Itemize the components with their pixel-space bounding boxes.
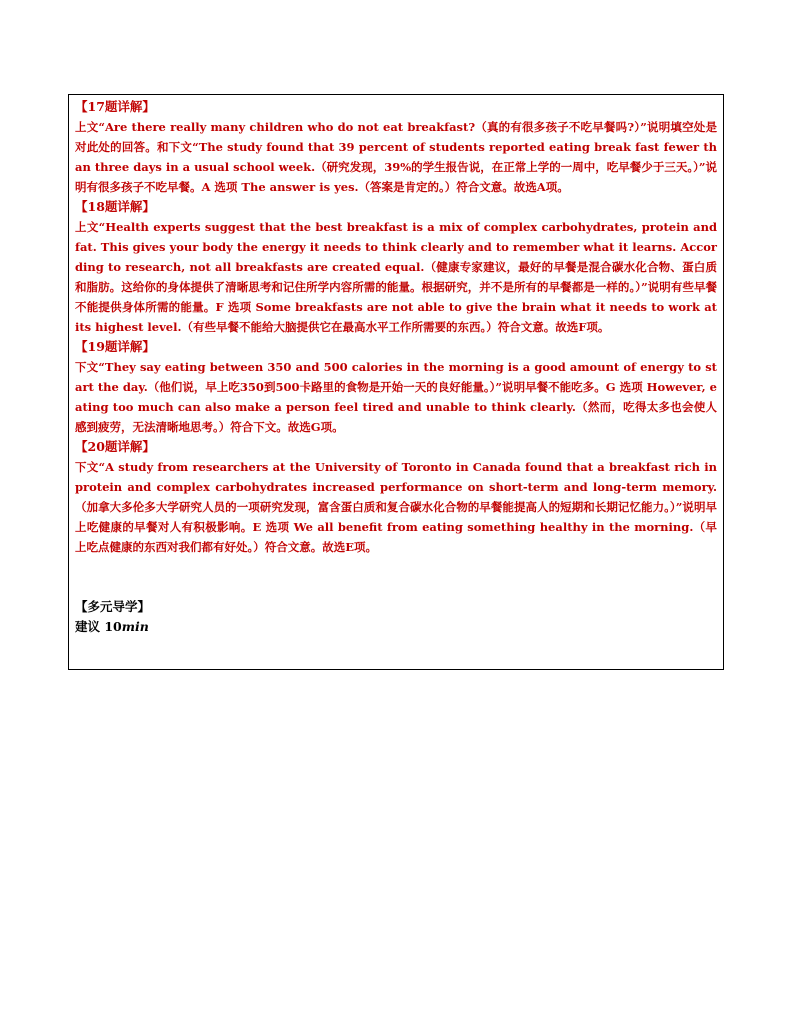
section-text-18: 上文“Health experts suggest that the best breakfast is a mix of complex carbohydrates, protein and fat. This gives your body the energy it needs to think clearly and to remember what it learns. According to research, not all breakfasts are created equal.（健康专家建议，最好的早餐是混合碳水化合物、蛋白质和脂肪。这给你的身体提供了清晰思考和记住所学内容所需的能量。根据研究，并不是所有的早餐都是一样的。）”说明有些早餐不能提供身体所需的能量。F 选项 Some breakfasts are not able to give the brain what it needs to work at its highest level.（有些早餐不能给大脑提供它在最高水平工作所需要的东西。）符合文意。故选F项。 [75, 220, 717, 334]
section-title-19: 【19题详解】 [75, 339, 155, 354]
section-title-17: 【17题详解】 [75, 99, 155, 114]
multi-guide-title: 【多元导学】 [75, 599, 151, 614]
blank-line [75, 557, 717, 577]
section-title-20: 【20题详解】 [75, 439, 155, 454]
section-text-17: 上文“Are there really many children who do not eat breakfast?（真的有很多孩子不吃早餐吗?）”说明填空处是对此处的回答。和下文“The study found that 39 percent of students reported eating break fast fewer than three days in a usual school week.（研究发现，39%的学生报告说，在正常上学的一周中，吃早餐少于三天。）”说明有很多孩子不吃早餐。A 选项 The answer is yes.（答案是肯定的。）符合文意。故选A项。 [75, 120, 717, 194]
answer-explanation-box [68, 94, 724, 670]
suggested-time-prefix: 建议 10 [75, 619, 122, 634]
blank-line [75, 577, 717, 597]
section-text-19: 下文“They say eating between 350 and 500 calories in the morning is a good amount of energy to start the day.（他们说，早上吃350到500卡路里的食物是开始一天的良好能量。）”说明早餐不能吃多。G 选项 However, eating too much can also make a person feel tired and unable to think clearly.（然而，吃得太多也会使人感到疲劳，无法清晰地思考。）符合下文。故选G项。 [75, 360, 717, 434]
section-title-18: 【18题详解】 [75, 199, 155, 214]
suggested-time-unit: min [121, 619, 149, 634]
suggested-time [75, 617, 717, 637]
section-text-20: 下文“A study from researchers at the University of Toronto in Canada found that a breakfast rich in protein and complex carbohydrates increased performance on short-term and long-term memory.（加拿大多伦多大学研究人员的一项研究发现，富含蛋白质和复合碳水化合物的早餐能提高人的短期和长期记忆能力。）”说明早上吃健康的早餐对人有积极影响。E 选项 We all benefit from eating something healthy in the morning.（早上吃点健康的东西对我们都有好处。）符合文意。故选E项。 [75, 460, 717, 554]
